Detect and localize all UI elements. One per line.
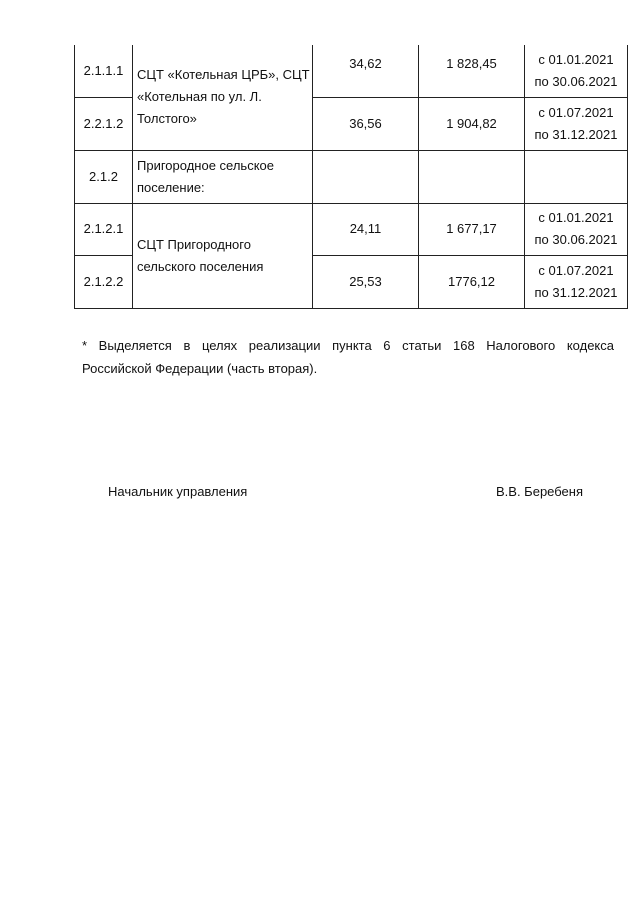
period-from: с 01.07.2021 <box>538 262 614 278</box>
period-cell <box>525 203 628 255</box>
empty-cell <box>419 150 525 203</box>
footnote-line-1: * Выделяется в целях реализации пункта 6 статьи 168 Налогового кодекса <box>82 338 614 353</box>
footnote-line-2: Российской Федерации (часть вторая). <box>82 361 318 376</box>
period-from: с 01.01.2021 <box>538 51 614 67</box>
value-without-vat: 34,62 <box>313 45 419 97</box>
table-row <box>75 45 628 97</box>
period-cell <box>525 97 628 150</box>
period-cell <box>525 255 628 308</box>
empty-cell <box>313 150 419 203</box>
footnote <box>82 334 614 380</box>
row-number: 2.1.1.1 <box>75 45 133 97</box>
value-with-vat: 1 828,45 <box>419 45 525 97</box>
row-number: 2.2.1.2 <box>75 97 133 150</box>
tariff-table <box>74 45 628 309</box>
group-name: СЦТ «Котельная ЦРБ», СЦТ «Котельная по ул. Л. Толстого» <box>137 67 310 127</box>
table-row <box>75 150 628 203</box>
period-to: по 30.06.2021 <box>534 73 618 89</box>
value-without-vat: 25,53 <box>313 255 419 308</box>
table-row <box>75 203 628 255</box>
value-with-vat: 1776,12 <box>419 255 525 308</box>
period-cell <box>525 45 628 97</box>
period-to: по 30.06.2021 <box>534 232 618 247</box>
row-number: 2.1.2.1 <box>75 203 133 255</box>
period-to: по 31.12.2021 <box>534 284 618 300</box>
value-without-vat: 36,56 <box>313 97 419 150</box>
signatory-name: В.В. Беребеня <box>496 484 584 499</box>
group-name-cell <box>133 203 313 308</box>
group-name: СЦТ Пригородного сельского поселения <box>137 236 264 274</box>
signatory-title: Начальник управления <box>108 484 248 499</box>
value-with-vat: 1 677,17 <box>419 203 525 255</box>
section-name: Пригородное сельское поселение: <box>133 150 313 203</box>
value-with-vat: 1 904,82 <box>419 97 525 150</box>
value-without-vat: 24,11 <box>313 203 419 255</box>
period-to: по 31.12.2021 <box>534 126 618 142</box>
period-from: с 01.07.2021 <box>538 104 614 120</box>
row-number: 2.1.2.2 <box>75 255 133 308</box>
row-number: 2.1.2 <box>75 150 133 203</box>
group-name-cell <box>133 45 313 150</box>
period-from: с 01.01.2021 <box>538 210 614 225</box>
empty-cell <box>525 150 628 203</box>
